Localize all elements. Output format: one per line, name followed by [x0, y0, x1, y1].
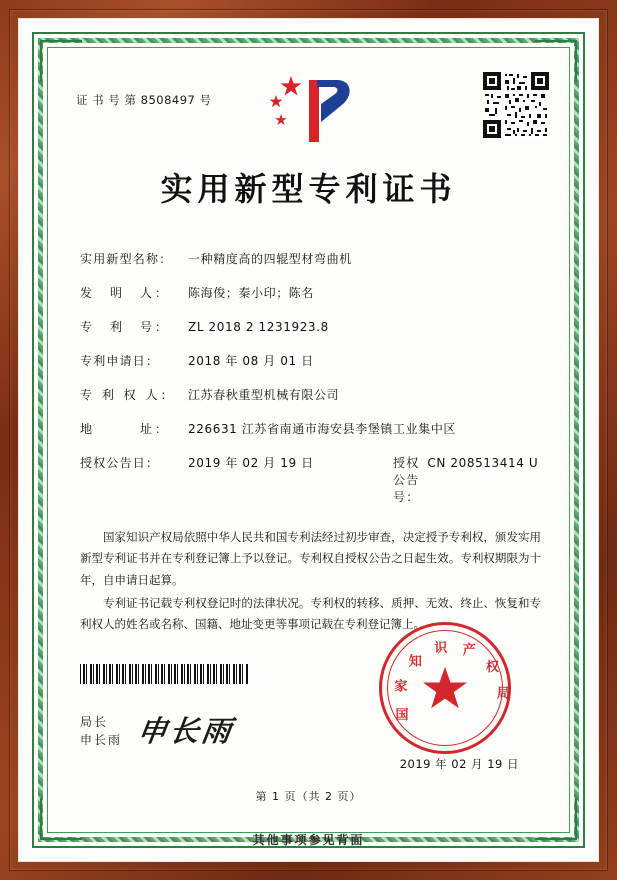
cnipa-emblem-icon — [261, 70, 357, 150]
field-row-patent-number — [80, 318, 545, 335]
field-row-inventors — [80, 284, 545, 301]
patent-field-list — [62, 250, 555, 505]
signatory-title-line1: 局长 — [80, 714, 109, 729]
barcode — [80, 664, 248, 684]
certificate-number: 证 书 号 第 8508497 号 — [76, 93, 212, 107]
field-value: 一种精度高的四辊型材弯曲机 — [188, 252, 352, 266]
field-label: 专 利 权 人： — [80, 388, 176, 402]
field-label: 专利申请日： — [80, 354, 160, 368]
footer-note: 其他事项参见背面 — [252, 833, 365, 847]
field-label-announcement-date: 授权公告日： — [80, 456, 160, 470]
seal-date: 2019 年 02 月 19 日 — [399, 757, 519, 771]
field-value: ZL 2018 2 1231923.8 — [188, 320, 329, 334]
field-row-announcement — [80, 454, 545, 505]
field-value: 陈海俊；秦小印；陈名 — [188, 286, 315, 300]
field-value-announcement-date: 2019 年 02 月 19 日 — [188, 456, 314, 470]
field-value: 226631 江苏省南通市海安县李堡镇工业集中区 — [188, 422, 457, 436]
field-label-announcement-number: 授权公告号： — [393, 456, 420, 504]
field-value-announcement-number: CN 208513414 U — [427, 456, 539, 470]
field-value: 江苏春秋重型机械有限公司 — [188, 388, 340, 402]
field-label: 专 利 号： — [80, 320, 171, 334]
signatory-title-line2: 申长雨 — [80, 733, 123, 748]
handwritten-signature: 申长雨 — [135, 713, 237, 748]
field-row-patentee — [80, 386, 545, 403]
legal-text-block — [62, 527, 555, 635]
certificate-content — [62, 64, 555, 822]
page-indicator: 第 1 页（共 2 页） — [255, 790, 362, 803]
field-label: 发 明 人： — [80, 286, 171, 300]
field-label: 地 址： — [80, 422, 171, 436]
qr-code-icon — [483, 72, 549, 138]
field-row-application-date — [80, 352, 545, 369]
field-value: 2018 年 08 月 01 日 — [188, 354, 314, 368]
official-red-seal — [379, 622, 511, 754]
field-row-address — [80, 420, 545, 437]
legal-paragraph-1: 国家知识产权局依照中华人民共和国专利法经过初步审查，决定授予专利权，颁发实用新型专利证书并在专利登记簿上予以登记。专利权自授权公告之日起生效。专利权期限为十年，自申请日起算。 — [80, 530, 541, 587]
header-row — [62, 64, 555, 154]
legal-paragraph-2: 专利证书记载专利权登记时的法律状况。专利权的转移、质押、无效、终止、恢复和专利权人的姓名或名称、国籍、地址变更等事项记载在专利登记簿上。 — [80, 595, 541, 632]
signatory-titles — [80, 713, 122, 750]
field-row-utility-model-name — [80, 250, 545, 267]
seal-text-ring: 国 家 知 识 产 权 局 — [394, 641, 510, 724]
field-label: 实用新型名称： — [80, 252, 173, 266]
certificate-paper — [18, 18, 599, 862]
page-title: 实用新型专利证书 — [160, 170, 457, 208]
signature-block — [80, 713, 237, 750]
